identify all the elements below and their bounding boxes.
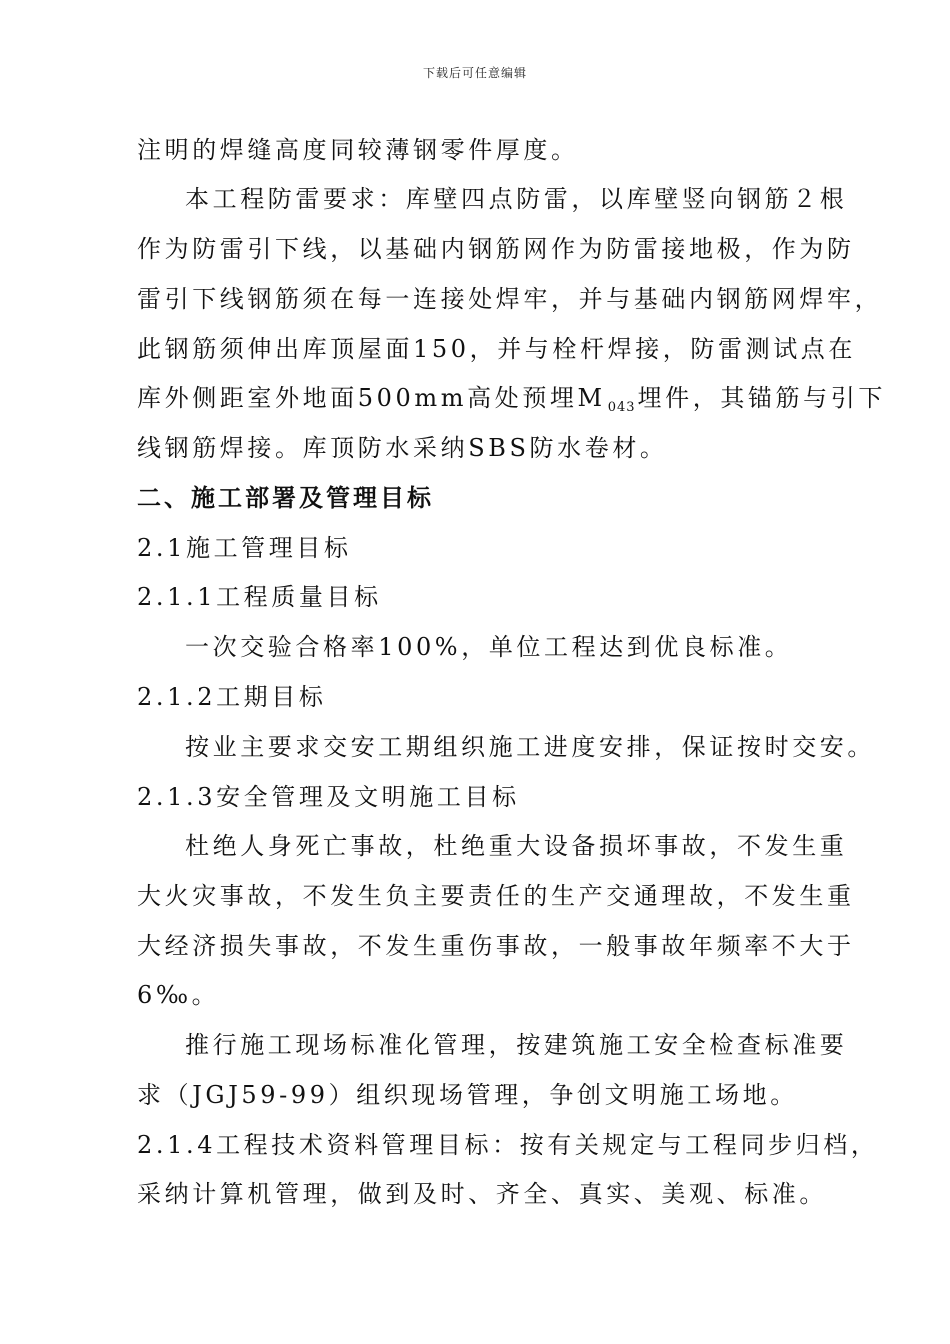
paragraph-line: 求（JGJ59-99）组织现场管理，争创文明施工场地。: [137, 1081, 798, 1109]
subsection-heading: 2.1.4工程技术资料管理目标：按有关规定与工程同步归档，: [137, 1131, 879, 1159]
paragraph-line: 6‰。: [137, 981, 220, 1009]
paragraph-line: 采纳计算机管理，做到及时、齐全、真实、美观、标准。: [137, 1180, 827, 1208]
paragraph-line: 一次交验合格率100%，单位工程达到优良标准。: [185, 633, 793, 661]
paragraph-line: 此钢筋须伸出库顶屋面150，并与栓杆焊接，防雷测试点在: [137, 335, 857, 363]
subsection-heading: 2.1.2工期目标: [137, 683, 327, 711]
paragraph-line: 线钢筋焊接。库顶防水采纳SBS防水卷材。: [137, 434, 668, 462]
subscript: 043: [607, 400, 636, 415]
section-heading: 二、施工部署及管理目标: [137, 483, 434, 512]
paragraph-line-with-subscript: [137, 382, 886, 419]
subsection-heading: 2.1.1工程质量目标: [137, 583, 382, 611]
line-text-before: 库外侧距室外地面500mm高处预埋M: [137, 384, 606, 412]
line-text-after: 埋件，其锚筋与引下: [637, 384, 886, 412]
paragraph-line: 本工程防雷要求：库壁四点防雷，以库壁竖向钢筋２根: [185, 185, 848, 213]
paragraph-line: 按业主要求交安工期组织施工进度安排，保证按时交安。: [185, 733, 875, 761]
paragraph-line: 作为防雷引下线，以基础内钢筋网作为防雷接地极，作为防: [137, 235, 855, 263]
subsection-heading: 2.1.3安全管理及文明施工目标: [137, 783, 520, 811]
paragraph-line: 大经济损失事故，不发生重伤事故，一般事故年频率不大于: [137, 932, 855, 960]
paragraph-line: 注明的焊缝高度同较薄钢零件厚度。: [137, 136, 579, 164]
page-header: 下载后可任意编辑: [422, 66, 527, 80]
paragraph-line: 杜绝人身死亡事故，杜绝重大设备损坏事故，不发生重: [185, 832, 848, 860]
subsection-heading: 2.1施工管理目标: [137, 534, 352, 562]
paragraph-line: 雷引下线钢筋须在每一连接处焊牢，并与基础内钢筋网焊牢，: [137, 285, 883, 313]
paragraph-line: 推行施工现场标准化管理，按建筑施工安全检查标准要: [185, 1031, 848, 1059]
paragraph-line: 大火灾事故，不发生负主要责任的生产交通理故，不发生重: [137, 882, 855, 910]
